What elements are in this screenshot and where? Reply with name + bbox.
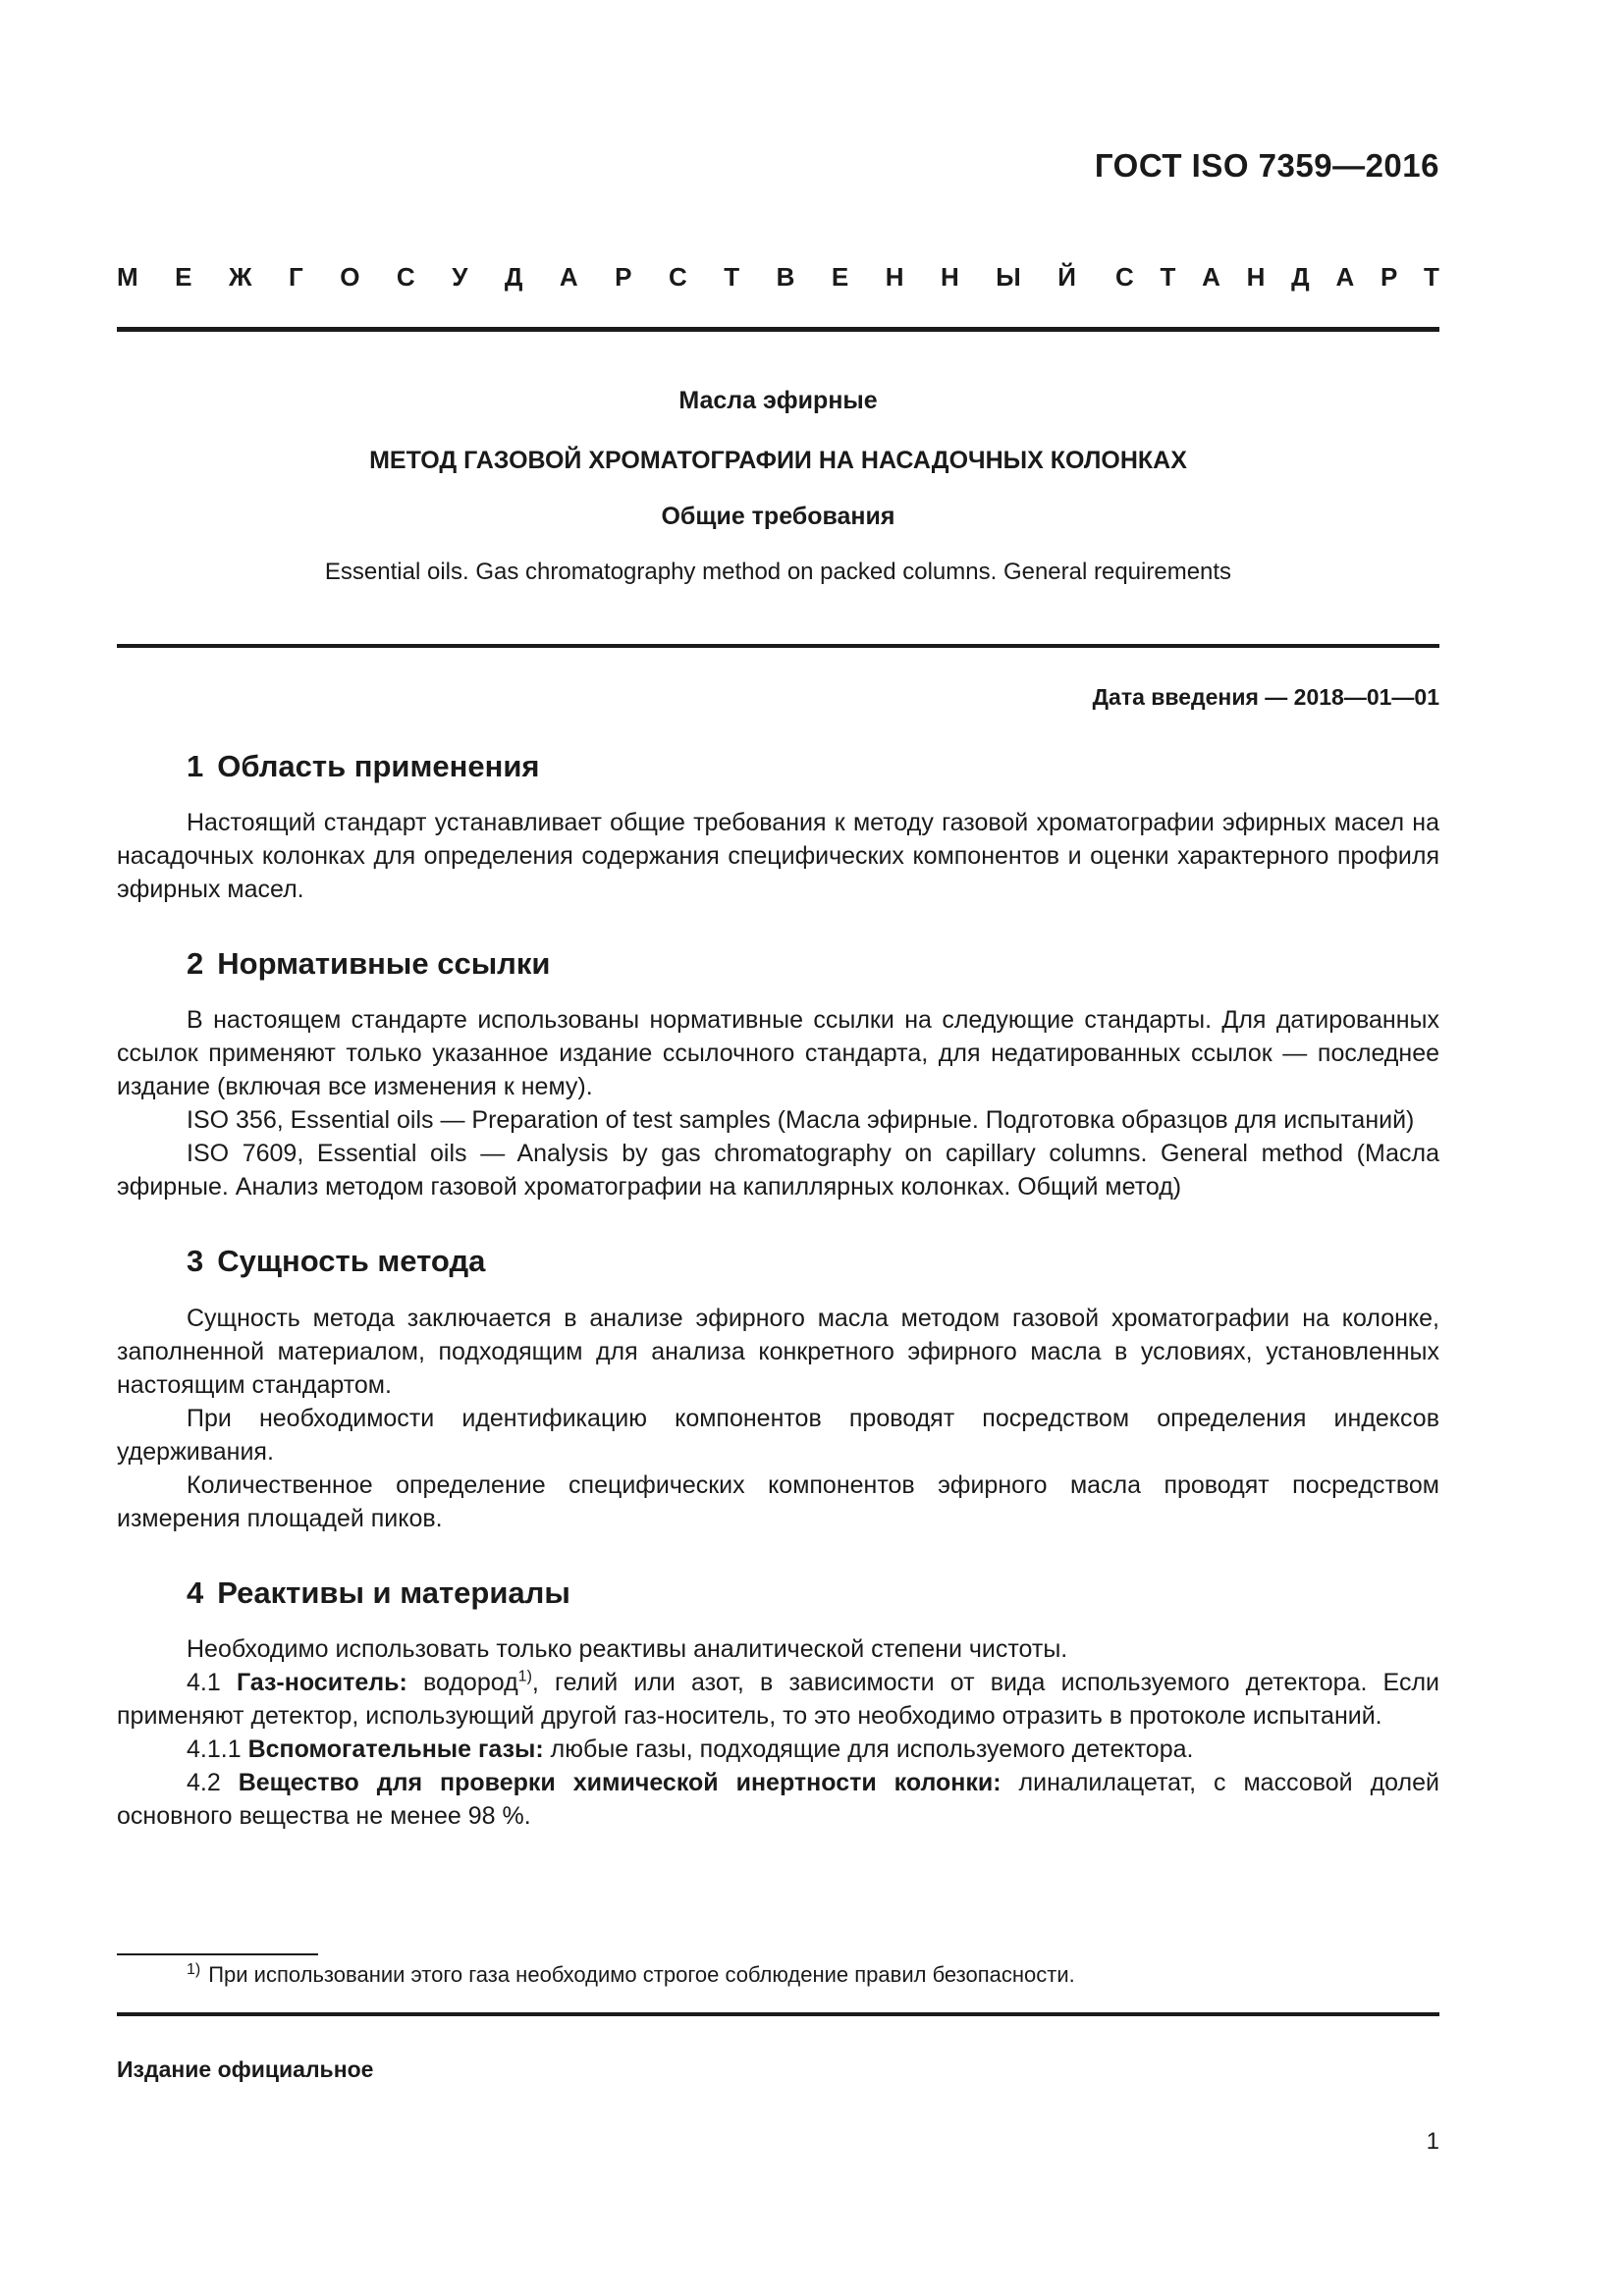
paragraph: При необходимости идентификацию компонентов проводят посредством определения индексов удерживания. (117, 1404, 1439, 1466)
introduction-date: Дата введения — 2018—01—01 (1092, 684, 1439, 710)
paragraph: Количественное определение специфических компонентов эфирного масла проводят посредством измерения площадей пиков. (117, 1470, 1439, 1532)
clause-number: 4.1 (187, 1668, 221, 1696)
paragraph: Настоящий стандарт устанавливает общие требования к методу газовой хроматографии эфирных масел на насадочных колонках для определения содержания специфических компонентов и оценки характерного профиля эфирных масел. (117, 809, 1439, 904)
page-number: 1 (1426, 2128, 1439, 2155)
reference-item: ISO 356, Essential oils — Preparation of test samples (Масла эфирные. Подготовка образцов для испытаний) (187, 1106, 1415, 1135)
header-rule (117, 327, 1439, 332)
section-2 (117, 945, 1439, 1203)
clause-text: линалилацетат, с массовой долей основного вещества не менее 98 %. (117, 1768, 1439, 1830)
standard-type-word-1: М Е Ж Г О С У Д А Р С Т В Е Н Н Ы Й (117, 262, 1076, 292)
section-number: 4 (187, 1575, 204, 1610)
clause-4-1-1 (117, 1733, 1439, 1766)
clause-4-1 (117, 1666, 1439, 1733)
section-1 (117, 748, 1439, 906)
document-body (117, 748, 1439, 1872)
paragraph: Необходимо использовать только реактивы аналитической степени чистоты. (187, 1634, 1068, 1663)
paragraph: Сущность метода заключается в анализе эфирного масла методом газовой хроматографии на колонке, заполненной материалом, подходящим для анализа конкретного эфирного масла в условиях, установленных настоящим стандартом. (117, 1304, 1439, 1399)
clause-number: 4.2 (187, 1768, 221, 1796)
footnote-separator (117, 1953, 318, 1955)
section-number: 2 (187, 946, 204, 982)
section-heading (187, 1575, 1439, 1611)
section-title: Сущность метода (217, 1244, 486, 1279)
footnote-text: При использовании этого газа необходимо строгое соблюдение правил безопасности. (208, 1962, 1075, 1987)
section-heading (187, 748, 1439, 784)
section-4 (117, 1575, 1439, 1833)
footnote-mark: 1) (187, 1960, 201, 1978)
reference-item: ISO 7609, Essential oils — Analysis by gas chromatography on capillary columns. General method (Масла эфирные. Анализ методом газовой хроматографии на капиллярных колонках. Общий метод) (117, 1140, 1439, 1201)
section-number: 1 (187, 749, 204, 783)
clause-term: Газ-носитель: (236, 1668, 407, 1696)
clause-text: , гелий или азот, в зависимости от вида используемого детектора. Если применяют детектор, использующий другой газ-носитель, то это необходимо отразить в протоколе испытаний. (117, 1668, 1440, 1730)
title-line-1: Масла эфирные (678, 387, 878, 414)
clause-text: любые газы, подходящие для используемого детектора. (543, 1735, 1194, 1763)
section-heading (187, 1243, 1439, 1279)
section-title: Область применения (217, 749, 540, 783)
section-title: Реактивы и материалы (217, 1575, 570, 1610)
standard-type-heading (117, 262, 1439, 293)
clause-term: Вспомогательные газы: (247, 1735, 544, 1763)
section-3 (117, 1243, 1439, 1534)
footnote (187, 1962, 1075, 1988)
title-rule (117, 644, 1439, 648)
clause-4-2 (117, 1766, 1439, 1833)
standard-number: ГОСТ ISO 7359—2016 (1094, 147, 1439, 184)
footer-rule (117, 2012, 1439, 2016)
clause-text: водород (406, 1668, 518, 1696)
section-number: 3 (187, 1244, 204, 1279)
footnote-reference[interactable]: 1) (517, 1668, 532, 1685)
section-title: Нормативные ссылки (217, 946, 551, 982)
clause-number: 4.1.1 (187, 1735, 242, 1763)
edition-label: Издание официальное (117, 2056, 374, 2082)
standard-type-word-2: С Т А Н Д А Р Т (1115, 262, 1439, 292)
paragraph: В настоящем стандарте использованы нормативные ссылки на следующие стандарты. Для датированных ссылок применяют только указанное издание ссылочного стандарта, для недатированных ссылок — последнее издание (включая все изменения к нему). (117, 1006, 1439, 1101)
title-english: Essential oils. Gas chromatography method on packed columns. General requirements (324, 559, 1232, 585)
clause-term: Вещество для проверки химической инертности колонки: (238, 1768, 1001, 1796)
title-line-3: Общие требования (661, 503, 895, 530)
title-line-2: МЕТОД ГАЗОВОЙ ХРОМАТОГРАФИИ НА НАСАДОЧНЫХ КОЛОНКАХ (369, 447, 1187, 474)
section-heading (187, 945, 1439, 982)
